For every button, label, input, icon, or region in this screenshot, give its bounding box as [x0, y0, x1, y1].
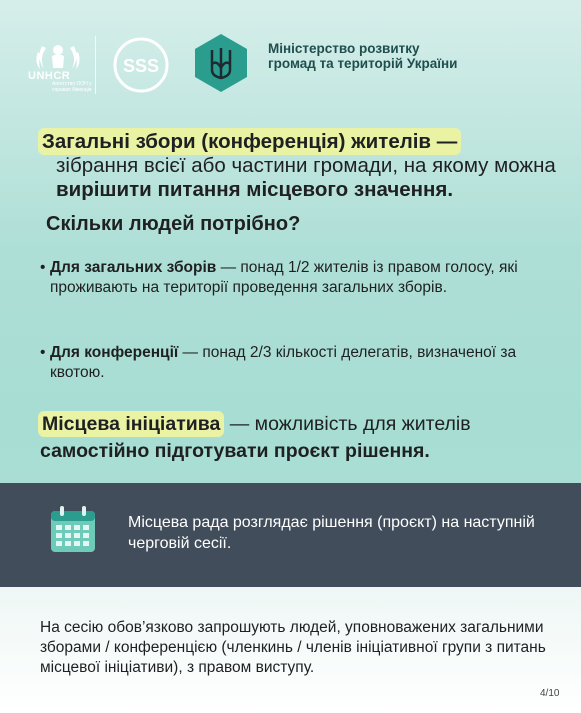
logo-divider — [95, 36, 96, 94]
calendar-icon — [50, 505, 96, 553]
definition-term-highlight: Загальні збори (конференція) жителів — — [38, 128, 461, 155]
page-number: 4/10 — [540, 688, 560, 699]
list-item — [40, 258, 530, 298]
ministry-name: Міністерство розвитку громад та територій України — [268, 41, 458, 71]
unhcr-name: UNHCR — [28, 70, 71, 82]
definition-term — [38, 130, 461, 154]
bullet-dot-icon: • — [40, 259, 46, 276]
bullet-bold: Для загальних зборів — [50, 259, 217, 276]
initiative-term: Місцева ініціатива — [38, 411, 224, 437]
bullet-dot-icon: • — [40, 344, 46, 361]
bullet-text: — понад 1/2 жителів із правом голосу, які проживають на території проведення загальних зборів. — [50, 259, 518, 296]
sss-logo-icon — [112, 36, 170, 94]
sss-label: SSS — [122, 56, 160, 76]
header — [0, 0, 581, 110]
bottom-text: На сесію обов’язково запрошують людей, уповноважених загальними зборами / конференцією (членкинь / членів ініціативної групи з питань місцевої ініціативи), з правом виступу. — [40, 619, 546, 676]
bullet-text: — понад 2/3 кількості делегатів, визначеної за квотою. — [50, 344, 517, 381]
band-text: Місцева рада розглядає рішення (проєкт) на наступній черговій сесії. — [128, 514, 535, 552]
question-heading: Скільки людей потрібно? — [46, 213, 301, 235]
ministry-emblem-icon — [190, 32, 252, 94]
definition-text — [56, 154, 576, 202]
bullet-bold: Для конференції — [50, 344, 179, 361]
initiative-dash: — — [224, 413, 255, 435]
initiative-bold-line: самостійно підготувати проєкт рішення. — [40, 440, 430, 462]
definition-text-bold: вирішити питання місцевого значення. — [56, 178, 454, 201]
definition-text-part1: зібрання всієї або частини громади, на якому можна — [56, 154, 556, 177]
initiative-text: можливість для жителів — [254, 413, 471, 435]
list-item — [40, 343, 530, 383]
unhcr-subtitle: Агентство ООН у справах біженців — [52, 81, 92, 93]
initiative-line — [38, 413, 471, 436]
